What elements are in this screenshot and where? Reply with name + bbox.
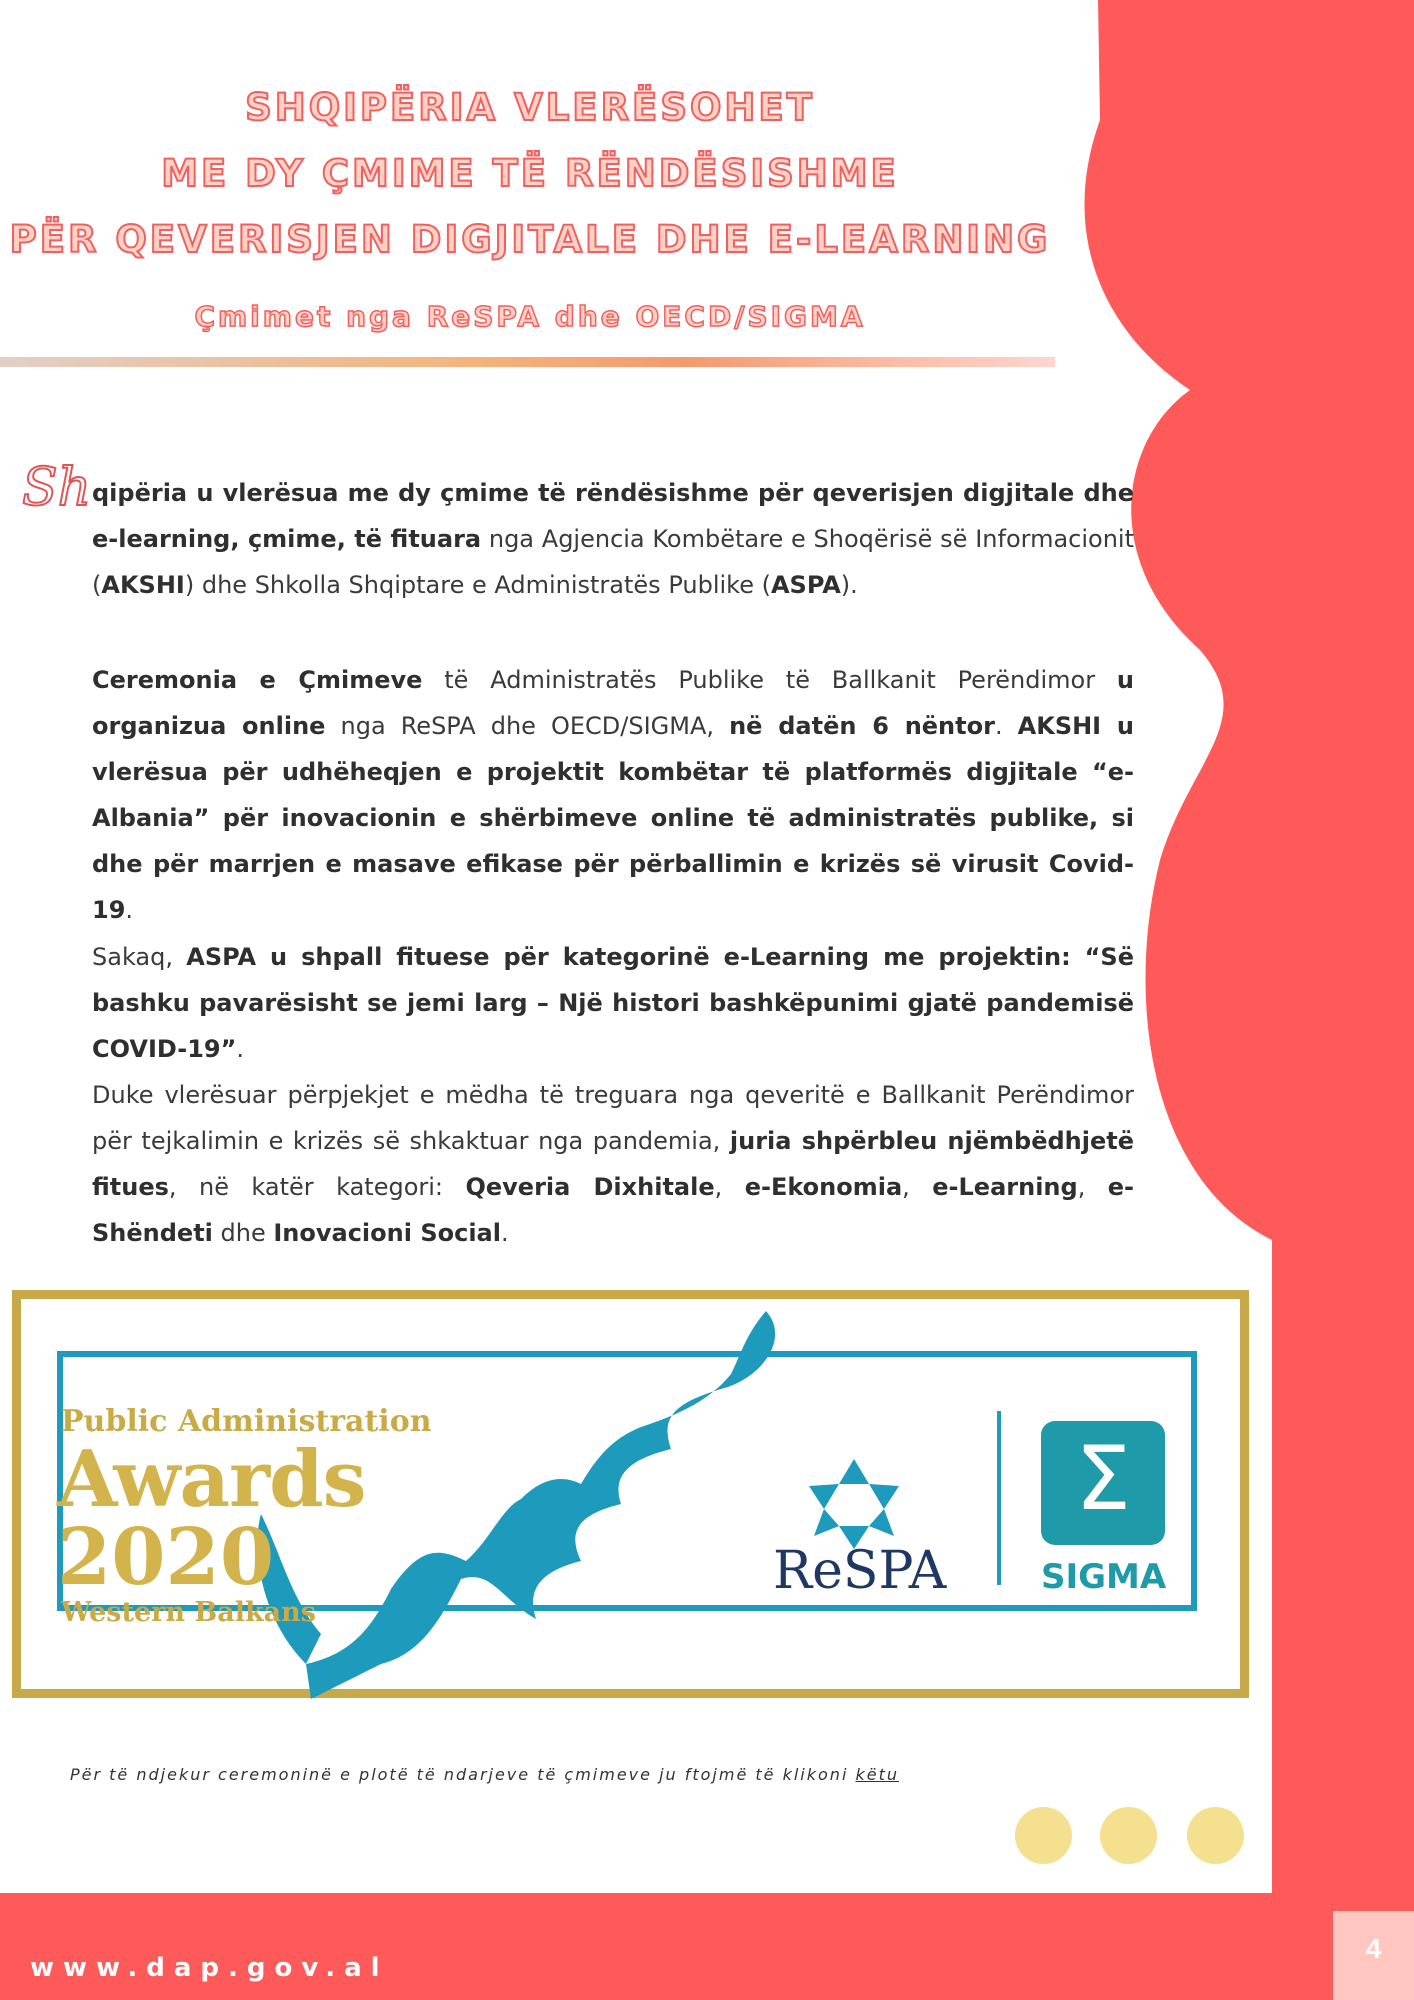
page-title-line-1: SHQIPËRIA VLERËSOHET bbox=[245, 86, 815, 129]
p4-bold-5: e-Shëndeti bbox=[92, 1173, 1135, 1247]
award-title-region: Western Balkans bbox=[61, 1597, 317, 1628]
p1-bold-2: AKSHI bbox=[101, 571, 185, 599]
p4-text-5: , bbox=[1077, 1173, 1108, 1201]
p2-text-1: të Administratës Publike të Ballkanit Perëndimor bbox=[422, 666, 1117, 694]
p4-text-7: . bbox=[500, 1219, 509, 1247]
respa-logo-text: ReSPA bbox=[773, 1541, 947, 1601]
p2-bold-2: u organizua online bbox=[92, 666, 1134, 740]
page-subtitle: Çmimet nga ReSPA dhe OECD/SIGMA bbox=[194, 300, 866, 333]
p4-text-2: , në katër kategori: bbox=[168, 1173, 466, 1201]
page-title-line-2: ME DY ÇMIME TË RËNDËSISHME bbox=[161, 152, 899, 195]
p4-text-6: dhe bbox=[212, 1219, 274, 1247]
p3-bold-1: ASPA u shpall fituese për kategorinë e-Learning me projektin: “Së bashku pavarësisht se jemi larg – Një histori bashkëpunimi gjatë pandemisë COVID-19” bbox=[92, 943, 1134, 1063]
footnote-text: Për të ndjekur ceremoninë e plotë të ndarjeve të çmimeve ju ftojmë të klikoni bbox=[70, 1765, 856, 1784]
sigma-logo-icon bbox=[1041, 1421, 1165, 1545]
p1-text-1: nga Agjencia Kombëtare e Shoqërisë së Informacionit ( bbox=[92, 525, 1134, 599]
logo-divider bbox=[997, 1411, 1001, 1585]
article-paragraph-1 bbox=[92, 470, 1134, 608]
article-paragraph-2 bbox=[92, 657, 1134, 933]
footer-bar bbox=[0, 1893, 1414, 2000]
p3-text-1: Sakaq, bbox=[92, 943, 187, 971]
ceremony-link[interactable]: këtu bbox=[855, 1765, 900, 1784]
p4-bold-3: e-Ekonomia bbox=[744, 1173, 903, 1201]
p2-text-4: . bbox=[125, 896, 134, 924]
header-divider bbox=[0, 357, 1055, 367]
p4-bold-1: juria shpërbleu njëmbëdhjetë fitues bbox=[92, 1127, 1134, 1201]
p1-bold-1: qipëria u vlerësua me dy çmime të rëndësishme për qeverisjen digjitale dhe e-learning, çmime, të fituara bbox=[92, 479, 1134, 553]
award-title-line-1: Public Administration bbox=[61, 1404, 432, 1439]
drop-cap: Sh bbox=[22, 458, 92, 518]
p4-bold-2: Qeveria Dixhitale bbox=[465, 1173, 715, 1201]
p2-bold-1: Ceremonia e Çmimeve bbox=[92, 666, 423, 694]
awards-banner bbox=[12, 1290, 1249, 1698]
p2-text-3: . bbox=[994, 712, 1018, 740]
decorative-dot-1 bbox=[1015, 1807, 1072, 1864]
p4-text-4: , bbox=[902, 1173, 933, 1201]
p4-text-3: , bbox=[714, 1173, 745, 1201]
p1-text-3: ). bbox=[840, 571, 858, 599]
award-title-year: 2020 bbox=[57, 1512, 275, 1603]
page-number-box bbox=[1333, 1911, 1414, 2000]
decorative-dot-2 bbox=[1100, 1807, 1157, 1864]
p4-bold-4: e-Learning bbox=[932, 1173, 1078, 1201]
p1-text-2: ) dhe Shkolla Shqiptare e Administratës Publike ( bbox=[184, 571, 771, 599]
p2-text-2: nga ReSPA dhe OECD/SIGMA, bbox=[325, 712, 730, 740]
p4-text-1: Duke vlerësuar përpjekjet e mëdha të treguara nga qeveritë e Ballkanit Perëndimor për tejkalimin e krizës së shkaktuar nga pandemia, bbox=[92, 1081, 1134, 1155]
article-paragraph-4 bbox=[92, 1072, 1134, 1256]
page-title-line-3: PËR QEVERISJEN DIGJITALE DHE E-LEARNING bbox=[9, 218, 1051, 261]
award-title-line-2: Awards bbox=[57, 1434, 366, 1525]
p3-text-2: . bbox=[236, 1035, 245, 1063]
decorative-dot-3 bbox=[1187, 1807, 1244, 1864]
footer-website-url[interactable]: www.dap.gov.al bbox=[30, 1953, 389, 1983]
page-number: 4 bbox=[1365, 1933, 1382, 1964]
sigma-glyph: Σ bbox=[1075, 1427, 1131, 1530]
p1-bold-3: ASPA bbox=[770, 571, 841, 599]
footnote bbox=[70, 1765, 899, 1784]
article-paragraph-3 bbox=[92, 934, 1134, 1072]
p2-bold-3: në datën 6 nëntor bbox=[729, 712, 995, 740]
p4-bold-6: Inovacioni Social bbox=[273, 1219, 501, 1247]
p2-bold-4: AKSHI u vlerësua për udhëheqjen e projektit kombëtar të platformës digjitale “e-Albania” për inovacionin e shërbimeve online të administratës publike, si dhe për marrjen e masave efikase për përballimin e krizës së virusit Covid-19 bbox=[92, 712, 1134, 924]
respa-star-icon bbox=[799, 1454, 909, 1554]
sigma-logo-text: SIGMA bbox=[1041, 1557, 1167, 1597]
